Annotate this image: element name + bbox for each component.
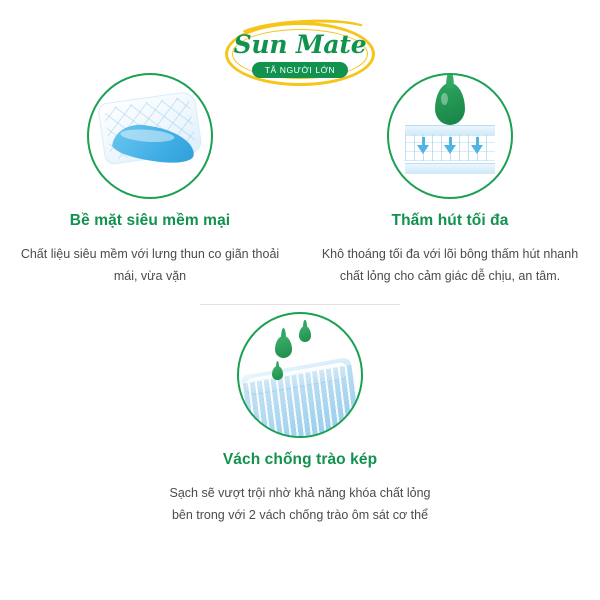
features-row-top <box>0 66 600 288</box>
feature-absorption <box>300 66 600 288</box>
feature-title: Bề mặt siêu mềm mại <box>69 212 231 229</box>
feature-soft-surface <box>0 66 300 288</box>
feature-title: Thấm hút tối đa <box>391 212 509 229</box>
feature-icon-wrap <box>318 66 582 206</box>
absorb-layer-bottom <box>405 163 495 174</box>
feature-icon-wrap <box>168 305 432 445</box>
green-droplet-icon <box>299 326 311 342</box>
feature-description: Sạch sẽ vượt trội nhờ khả năng khóa chất lỏng bên trong với 2 vách chống trào ôm sát cơ thể <box>169 485 431 522</box>
feature-description: Khô thoáng tối đa với lõi bông thấm hút nhanh chất lỏng cho cảm giác dễ chịu, an tâm. <box>321 247 579 283</box>
down-arrow-icon <box>417 145 429 154</box>
feature-double-barrier <box>150 305 450 527</box>
features-row-bottom <box>0 305 600 527</box>
feature-title: Vách chống trào kép <box>222 450 378 468</box>
green-droplet-icon <box>435 83 465 125</box>
ridge-pattern <box>241 364 362 437</box>
absorption-icon <box>387 73 513 199</box>
diaper-barrier-shape <box>240 357 363 438</box>
green-droplet-icon <box>275 336 292 358</box>
down-arrow-icon <box>471 145 483 154</box>
logo-brand-name: Sun Mate <box>233 30 367 59</box>
feature-description: Chất liệu siêu mềm với lưng thun co giãn thoải mái, vừa vặn <box>20 247 280 283</box>
double-barrier-icon <box>237 312 363 438</box>
feature-icon-wrap <box>18 66 282 206</box>
soft-surface-icon <box>87 73 213 199</box>
green-droplet-icon <box>272 366 283 380</box>
logo-tagline: TÃ NGƯỜI LỚN <box>252 62 348 78</box>
features-section <box>0 66 600 527</box>
down-arrow-icon <box>444 145 456 154</box>
